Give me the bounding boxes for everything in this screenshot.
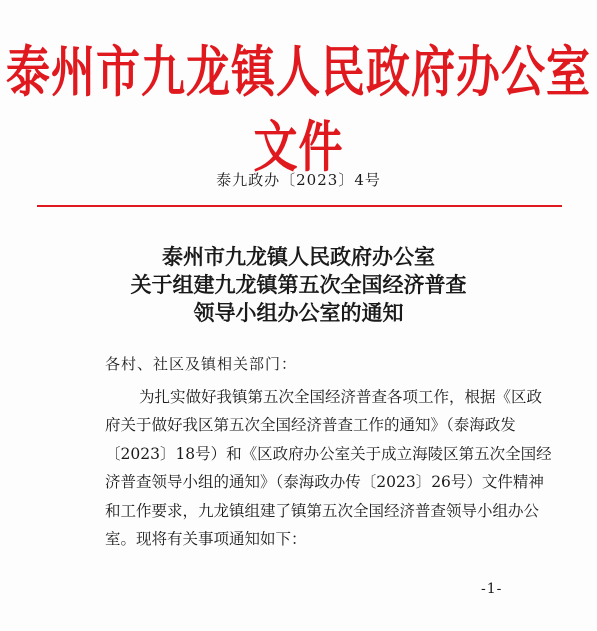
body-line: 府关于做好我区第五次全国经济普查工作的通知》（泰海政发 <box>105 416 516 435</box>
document-header-title: 泰州市九龙镇人民政府办公室文件 <box>6 41 591 180</box>
recipients-line: 各村、社区及镇相关部门： <box>105 355 298 373</box>
red-divider-line <box>37 205 562 207</box>
body-line: 济普查领导小组的通知》（泰海政办传〔2023〕26号）文件精神 <box>105 473 544 492</box>
body-line: 和工作要求，九龙镇组建了镇第五次全国经济普查领导小组办公 <box>105 501 540 520</box>
body-paragraph <box>105 383 552 553</box>
body-line: 室。现将有关事项通知如下： <box>105 530 307 549</box>
document-number: 泰九政办〔2023〕4号 <box>216 171 381 189</box>
subject-line-3: 领导小组办公室的通知 <box>193 300 404 325</box>
page-number: -1- <box>481 581 503 597</box>
subject-line-2: 关于组建九龙镇第五次全国经济普查 <box>130 272 467 297</box>
body-line: 为扎实做好我镇第五次全国经济普查各项工作，根据《区政 <box>139 388 543 406</box>
document-subject <box>0 243 597 327</box>
subject-line-1: 泰州市九龙镇人民政府办公室 <box>162 244 435 269</box>
body-line: 〔2023〕18号）和《区政府办公室关于成立海陵区第五次全国经 <box>105 444 552 463</box>
